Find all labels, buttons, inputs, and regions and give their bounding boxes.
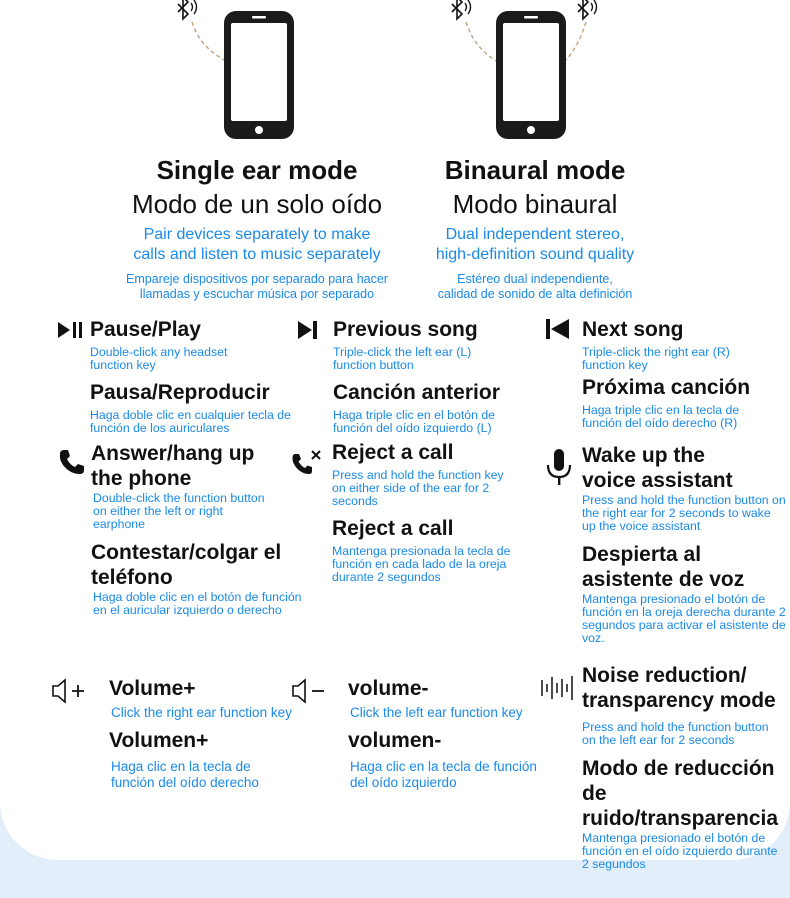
voice-assistant-block xyxy=(582,443,790,645)
next-song-block xyxy=(582,318,787,430)
sound-wave-icon xyxy=(540,674,578,702)
previous-song-title-en: Previous song xyxy=(333,318,478,341)
call-reject-icon xyxy=(291,449,325,477)
volume-down-title-en: volume- xyxy=(348,677,429,700)
pause-play-title-es: Pausa/Reproducir xyxy=(90,381,270,404)
single-mode-title-es: Modo de un solo oído xyxy=(131,189,383,219)
phone-call-icon xyxy=(58,448,86,476)
binaural-mode-desc-en-2: high-definition sound quality xyxy=(435,246,635,263)
answer-call-block xyxy=(91,441,306,617)
previous-song-desc-en: Triple-click the left ear (L) function button xyxy=(333,345,472,372)
answer-call-title-es: Contestar/colgar el teléfono xyxy=(91,541,282,589)
skip-back-icon xyxy=(545,318,571,340)
single-mode-desc-en-2: calls and listen to music separately xyxy=(133,246,381,263)
answer-call-desc-es: Haga doble clic en el botón de función en el auricular izquierdo o derecho xyxy=(93,590,302,617)
binaural-mode-desc-en-1: Dual independent stereo, xyxy=(445,226,625,243)
single-mode-desc-es-1: Empareje dispositivos por separado para hacer xyxy=(126,272,388,286)
noise-reduction-title-en: Noise reduction/ transparency mode xyxy=(582,664,776,712)
pause-play-desc-es: Haga doble clic en cualquier tecla de función de los auriculares xyxy=(90,408,291,435)
smartphone-icon xyxy=(224,11,294,139)
single-mode-title-en: Single ear mode xyxy=(156,155,358,185)
volume-down-block xyxy=(348,677,543,791)
voice-assistant-desc-en: Press and hold the function button on the right ear for 2 seconds to wake up the voice assistant xyxy=(582,493,786,533)
next-song-desc-en: Triple-click the right ear (R) function key xyxy=(582,345,730,372)
single-mode-desc-en-1: Pair devices separately to make xyxy=(143,226,371,243)
pause-play-block xyxy=(90,318,320,435)
bluetooth-icon xyxy=(578,0,597,19)
volume-down-title-es: volumen- xyxy=(348,729,442,752)
volume-up-desc-es: Haga clic en la tecla de función del oído derecho xyxy=(111,759,259,790)
volume-up-title-en: Volume+ xyxy=(109,677,196,700)
binaural-mode-title-es: Modo binaural xyxy=(452,189,618,219)
single-mode-illustration xyxy=(170,0,320,145)
volume-up-title-es: Volumen+ xyxy=(109,729,209,752)
pause-play-desc-en: Double-click any headset function key xyxy=(90,345,228,372)
volume-up-block xyxy=(109,677,309,791)
bluetooth-icon xyxy=(452,0,471,19)
next-song-title-es: Próxima canción xyxy=(582,376,751,399)
voice-assistant-desc-es: Mantenga presionado el botón de función en la oreja derecha durante 2 segundos para activar el asistente de voz. xyxy=(582,592,786,645)
voice-assistant-title-en: Wake up the voice assistant xyxy=(582,444,733,492)
binaural-mode-desc-es-2: calidad de sonido de alta definición xyxy=(437,287,633,301)
noise-reduction-block xyxy=(582,663,787,871)
volume-down-icon xyxy=(290,678,328,704)
reject-call-desc-en: Press and hold the function key on either side of the ear for 2 seconds xyxy=(332,468,504,508)
microphone-icon xyxy=(544,447,574,487)
volume-up-icon xyxy=(50,678,88,704)
volume-up-desc-en: Click the right ear function key xyxy=(111,705,292,720)
next-song-title-en: Next song xyxy=(582,318,684,341)
voice-assistant-title-es: Despierta al asistente de voz xyxy=(582,543,745,591)
volume-down-desc-es: Haga clic en la tecla de función del oído izquierdo xyxy=(350,759,537,790)
answer-call-desc-en: Double-click the function button on either the left or right earphone xyxy=(93,491,265,531)
smartphone-icon xyxy=(496,11,566,139)
noise-reduction-desc-es: Mantenga presionado el botón de función en el oído izquierdo durante 2 segundos xyxy=(582,831,778,871)
previous-song-title-es: Canción anterior xyxy=(333,381,500,404)
reject-call-title-en: Reject a call xyxy=(332,441,454,464)
previous-song-desc-es: Haga triple clic en el botón de función del oído izquierdo (L) xyxy=(333,408,496,435)
noise-reduction-title-es: Modo de reducción de ruido/transparencia xyxy=(582,757,779,830)
single-mode-desc-es-2: llamadas y escuchar música por separado xyxy=(139,287,375,301)
single-mode-block xyxy=(97,154,417,302)
skip-icon xyxy=(297,320,321,340)
reject-call-desc-es: Mantenga presionada la tecla de función en cada lado de la oreja durante 2 segundos xyxy=(332,544,511,584)
bluetooth-icon xyxy=(178,0,197,19)
previous-song-block xyxy=(333,318,538,435)
binaural-mode-title-en: Binaural mode xyxy=(444,155,626,185)
binaural-mode-illustration xyxy=(440,0,610,145)
reject-call-title-es: Reject a call xyxy=(332,517,454,540)
binaural-mode-block xyxy=(400,154,670,302)
pause-play-title-en: Pause/Play xyxy=(90,318,201,341)
reject-call-block xyxy=(332,441,542,584)
next-song-desc-es: Haga triple clic en la tecla de función del oído derecho (R) xyxy=(582,403,740,430)
play-pause-icon xyxy=(57,320,85,340)
answer-call-title-en: Answer/hang up the phone xyxy=(91,442,255,490)
volume-down-desc-en: Click the left ear function key xyxy=(350,705,523,720)
binaural-mode-desc-es-1: Estéreo dual independiente, xyxy=(457,272,613,286)
noise-reduction-desc-en: Press and hold the function button on the left ear for 2 seconds xyxy=(582,720,769,747)
